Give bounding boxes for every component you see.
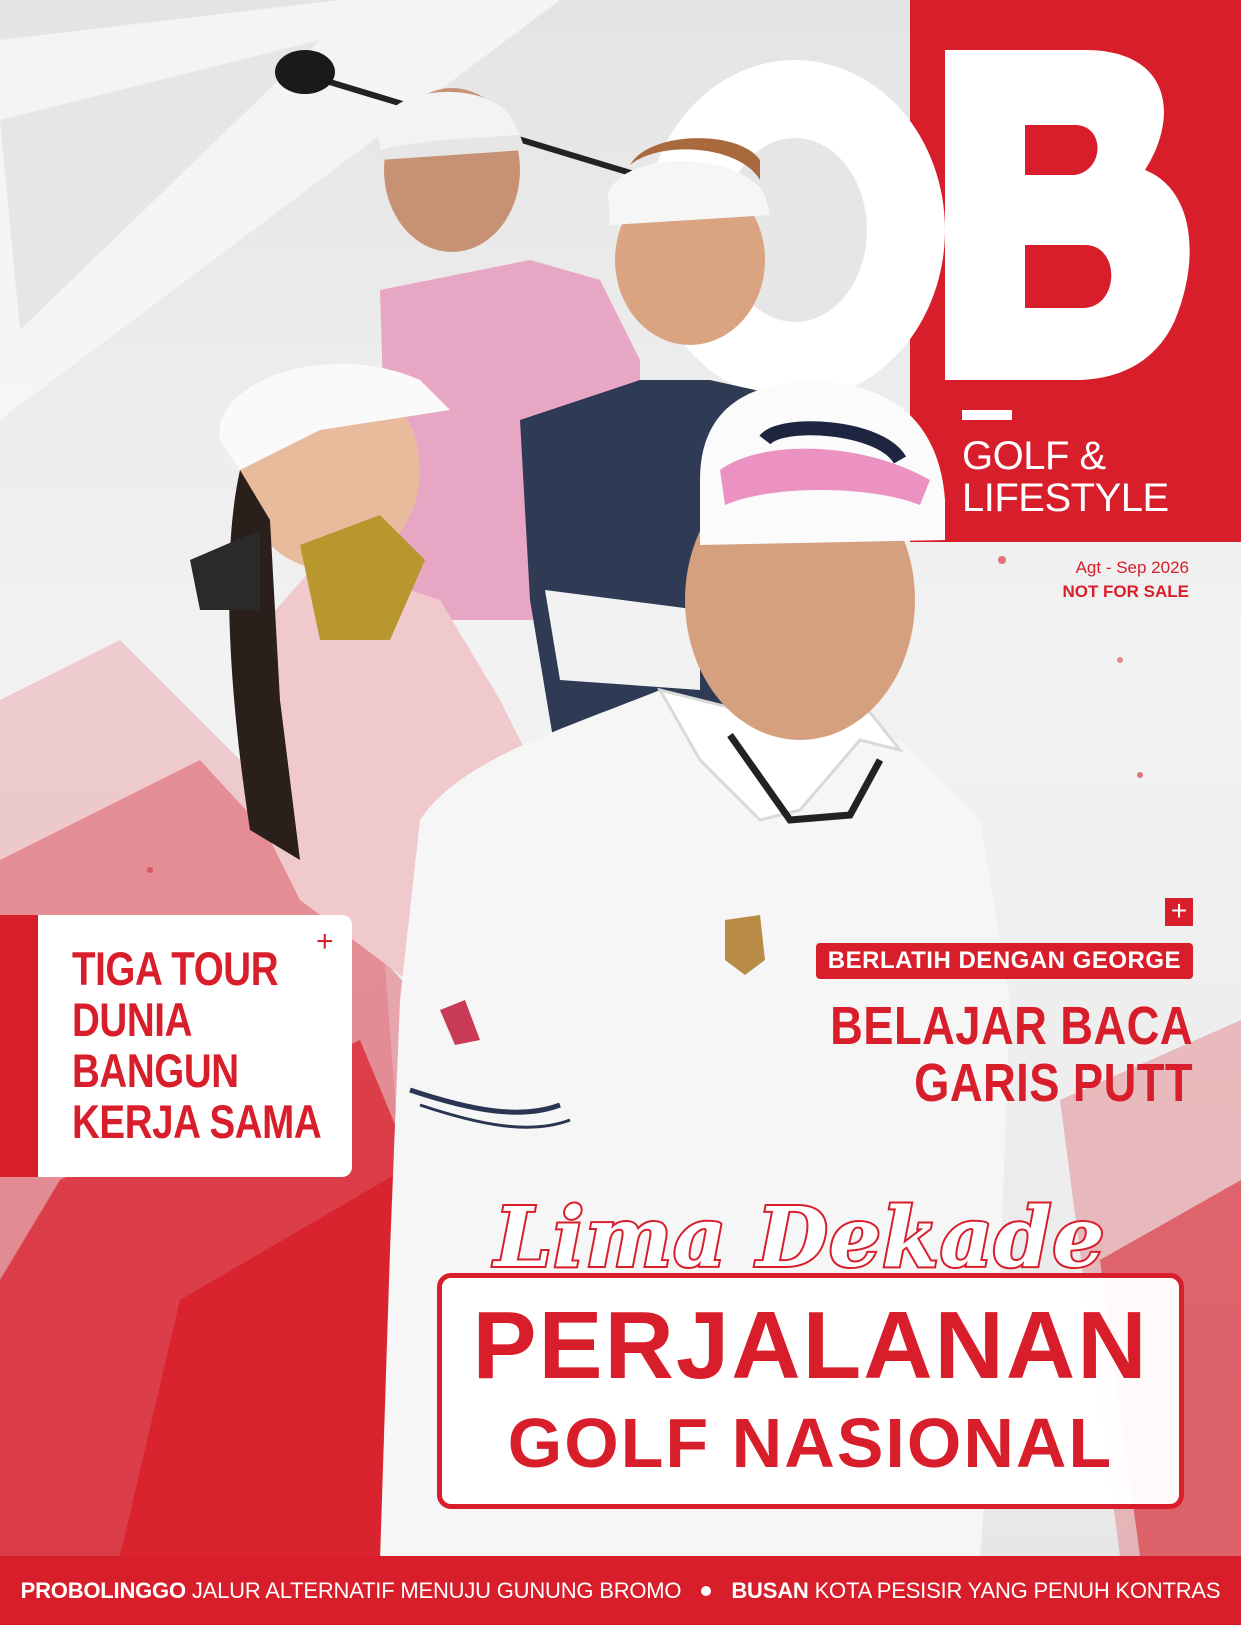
footer-item-2-text: KOTA PESISIR YANG PENUH KONTRAS: [814, 1577, 1221, 1603]
story-left-headline: [72, 942, 322, 1148]
footer-bar: [0, 1556, 1241, 1625]
story-left-line-2: DUNIA: [72, 993, 192, 1046]
footer-item-2-place: BUSAN: [731, 1577, 809, 1603]
story-left-line-3: BANGUN: [72, 1044, 239, 1097]
footer-item-1[interactable]: [21, 1578, 682, 1604]
footer-item-1-place: PROBOLINGGO: [20, 1577, 186, 1603]
story-left-accent-bar: [0, 915, 38, 1177]
footer-item-1-text: JALUR ALTERNATIF MENUJU GUNUNG BROMO: [191, 1577, 682, 1603]
bullet-icon: [701, 1586, 711, 1596]
tagline-line-2: LIFESTYLE: [962, 476, 1169, 520]
plus-icon: +: [1165, 898, 1193, 926]
story-left-line-4: KERJA SAMA: [72, 1095, 322, 1148]
story-left-line-1: TIGA TOUR: [72, 942, 279, 995]
cover-story-line-1: PERJALANAN: [472, 1292, 1149, 1399]
cover-story-line-2: GOLF NASIONAL: [507, 1404, 1114, 1482]
cover-story-script-title[interactable]: Lima Dekade: [494, 1190, 1106, 1286]
issue-date: Agt - Sep 2026: [1075, 558, 1189, 577]
story-right-line-1: BELAJAR BACA: [830, 996, 1193, 1056]
tagline-line-1: GOLF &: [962, 434, 1106, 478]
story-right-line-2: GARIS PUTT: [914, 1053, 1193, 1113]
story-right-headline[interactable]: [830, 998, 1193, 1112]
footer-item-2[interactable]: [731, 1578, 1220, 1604]
plus-icon: +: [316, 925, 334, 958]
story-right-kicker[interactable]: BERLATIH DENGAN GEORGE: [816, 943, 1193, 979]
price-note: NOT FOR SALE: [1062, 582, 1189, 601]
story-left-box[interactable]: [0, 915, 352, 1177]
